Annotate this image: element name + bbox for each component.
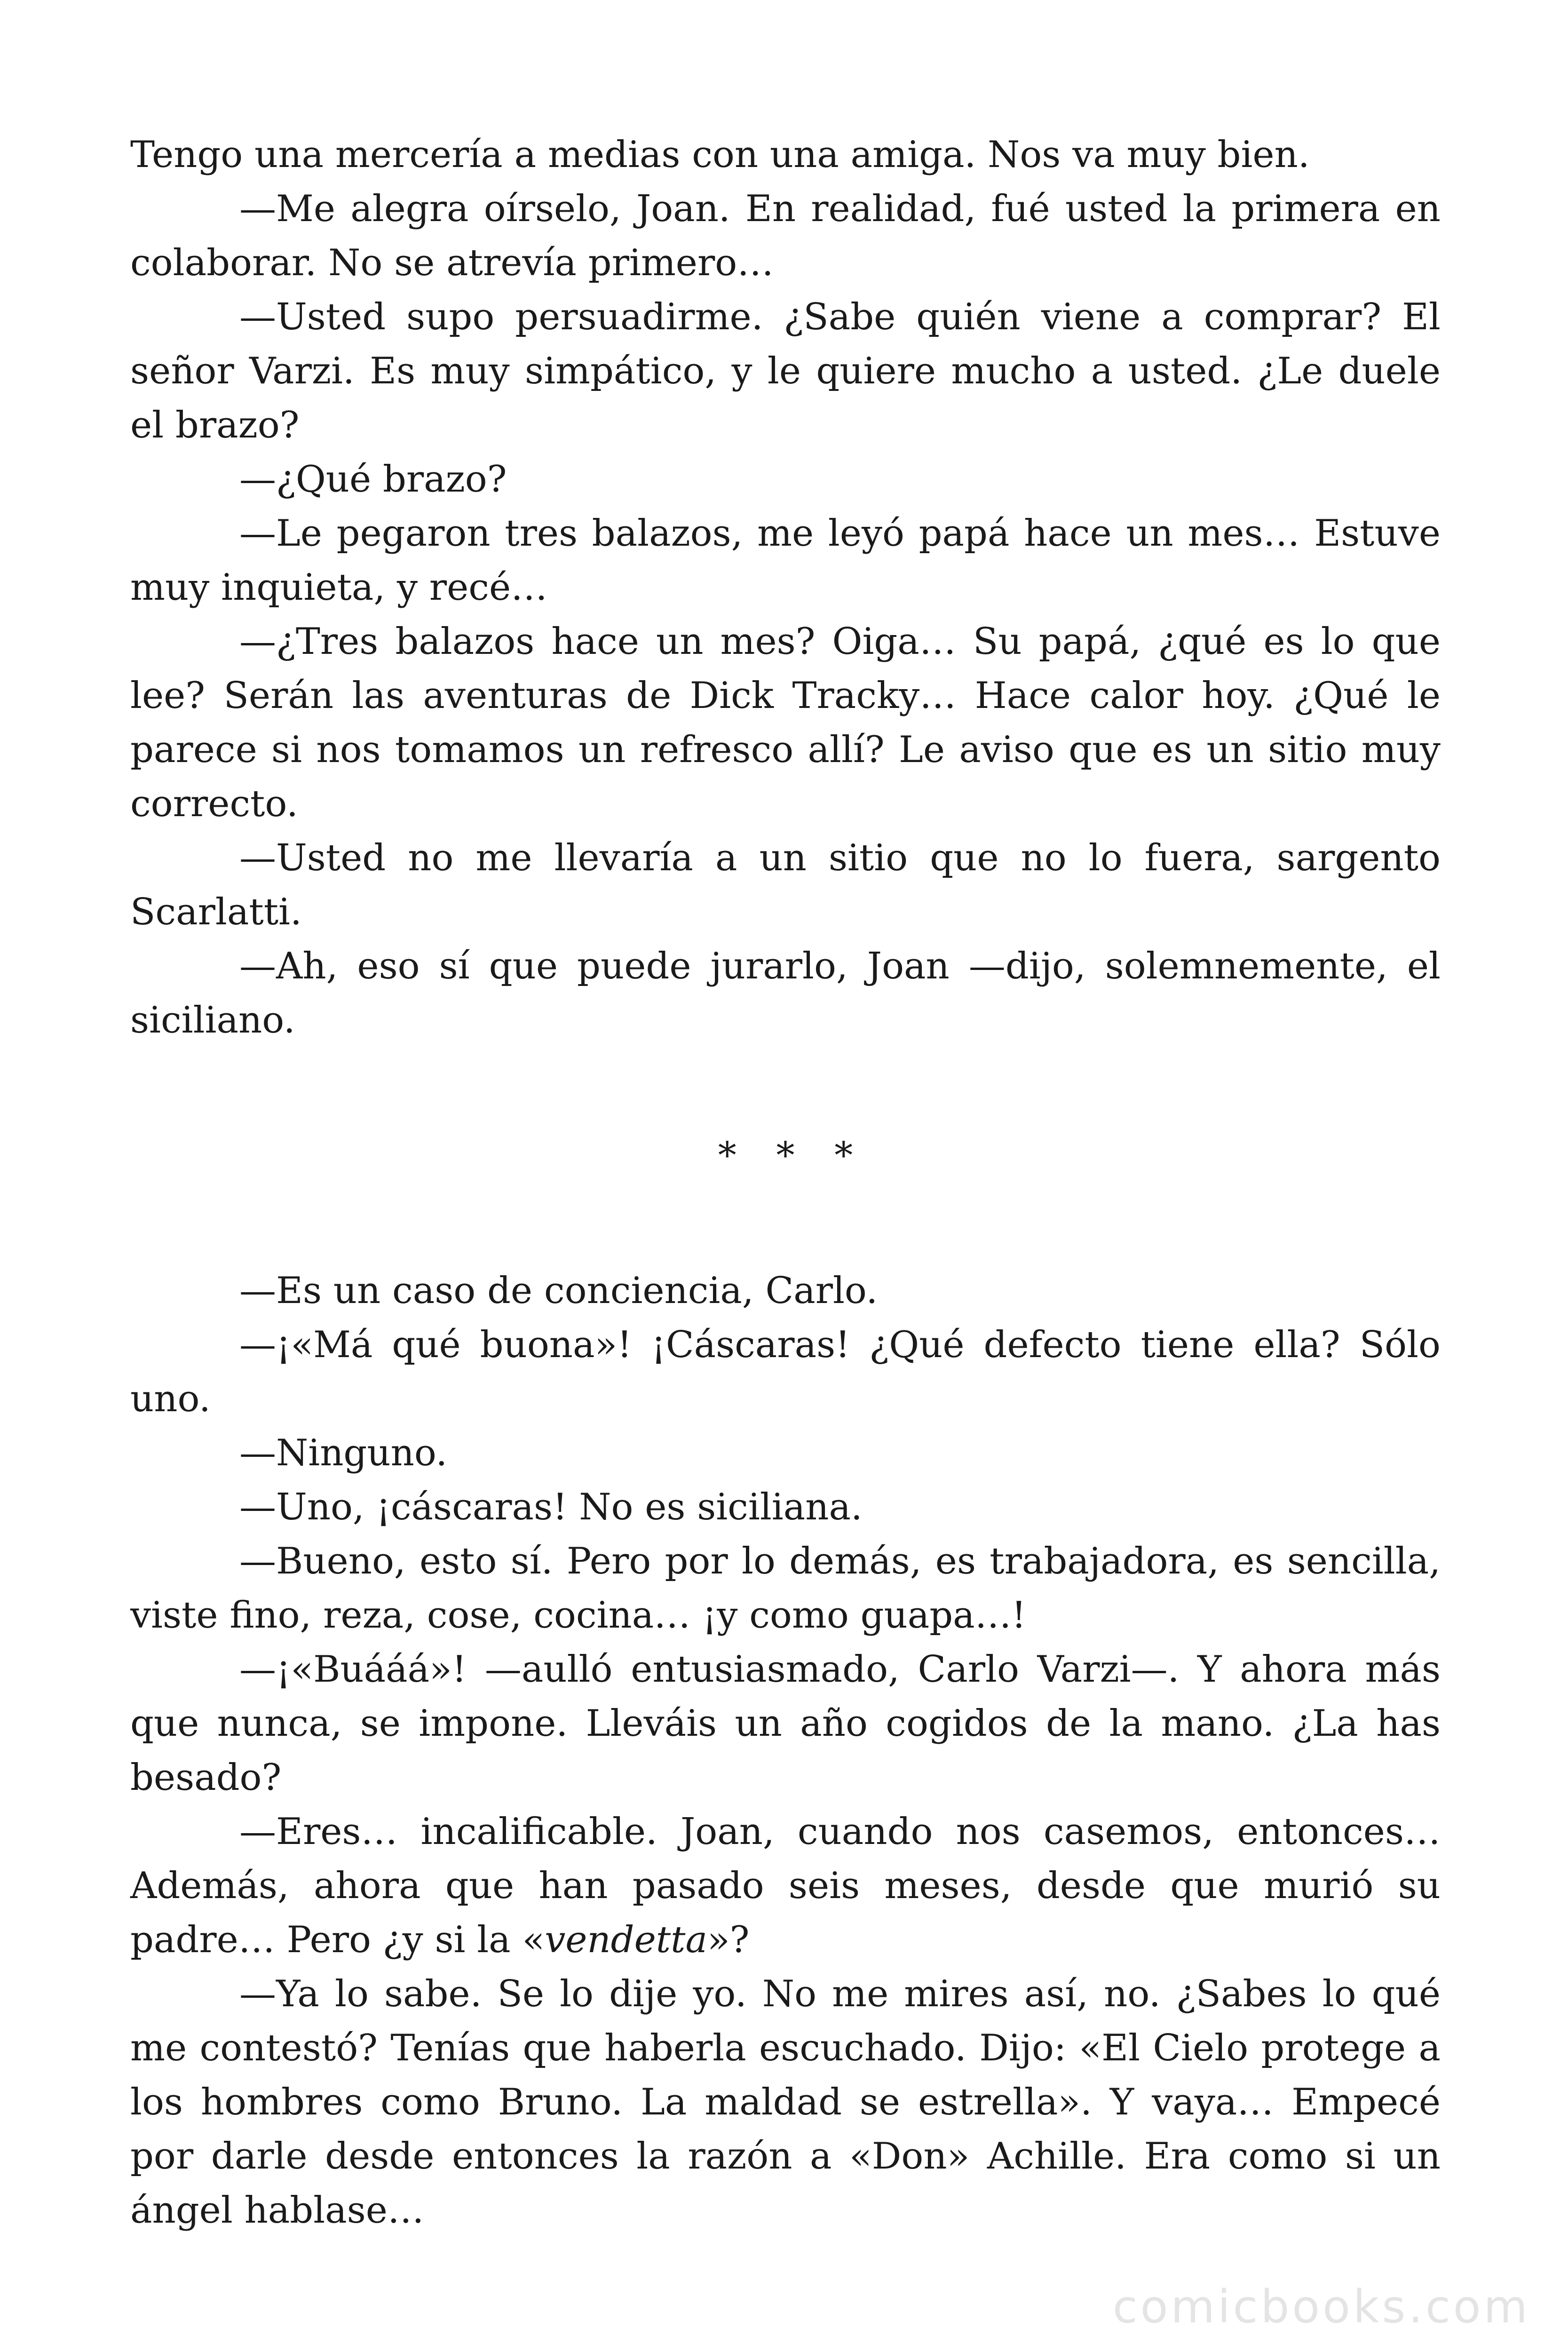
paragraph-text: »? (707, 1919, 750, 1961)
paragraph: —¿Qué brazo? (239, 458, 507, 501)
italic-word: vendetta (545, 1919, 707, 1961)
paragraph: —¡«Má qué buona»! ¡Cáscaras! ¿Qué defecto tiene ella? Sólo uno. (130, 1324, 1441, 1420)
paragraph: —Usted supo persuadirme. ¿Sabe quién viene a comprar? El señor Varzi. Es muy simpático, y le quiere mucho a usted. ¿Le duele el brazo? (130, 296, 1441, 446)
paragraph: —Es un caso de conciencia, Carlo. (239, 1270, 878, 1312)
watermark-logo: comicbooks.com (1112, 2280, 1530, 2333)
paragraph: —Le pegaron tres balazos, me leyó papá hace un mes… Estuve muy inquieta, y recé… (130, 512, 1441, 609)
section-separator: * * * (718, 1135, 867, 1177)
paragraph: —Uno, ¡cáscaras! No es siciliana. (239, 1486, 863, 1528)
paragraph: —Me alegra oírselo, Joan. En realidad, fué usted la primera en colaborar. No se atrevía primero… (130, 188, 1441, 284)
paragraph: Tengo una mercería a medias con una amiga. Nos va muy bien. (130, 134, 1310, 176)
paragraph: —Ninguno. (239, 1432, 448, 1474)
paragraph: —Ya lo sabe. Se lo dije yo. No me mires así, no. ¿Sabes lo qué me contestó? Tenías que haberla escuchado. Dijo: «El Cielo protege a los hombres como Bruno. La maldad se estrella». Y vaya… Empecé por darle desde entonces la razón a «Don» Achille. Era como si un ángel hablase… (130, 1973, 1441, 2232)
paragraph: —¡«Buááá»! —aulló entusiasmado, Carlo Varzi—. Y ahora más que nunca, se impone. Lleváis un año cogidos de la mano. ¿La has besado? (130, 1648, 1441, 1799)
paragraph: —Bueno, esto sí. Pero por lo demás, es trabajadora, es sencilla, viste fino, reza, cose, cocina… ¡y como guapa…! (130, 1540, 1441, 1637)
paragraph: —Ah, eso sí que puede jurarlo, Joan —dijo, solemnemente, el siciliano. (130, 945, 1441, 1041)
page-text (130, 128, 1441, 2238)
paragraph: —¿Tres balazos hace un mes? Oiga… Su papá, ¿qué es lo que lee? Serán las aventuras de Dick Tracky… Hace calor hoy. ¿Qué le parece si nos tomamos un refresco allí? Le aviso que es un sitio muy correcto. (130, 620, 1441, 825)
paragraph (130, 1805, 1441, 1967)
paragraph-text: —Eres… incalificable. Joan, cuando nos casemos, entonces… Además, ahora que han pasado seis meses, desde que murió su padre… Pero ¿y si la « (130, 1811, 1441, 1961)
paragraph: —Usted no me llevaría a un sitio que no lo fuera, sargento Scarlatti. (130, 837, 1441, 933)
